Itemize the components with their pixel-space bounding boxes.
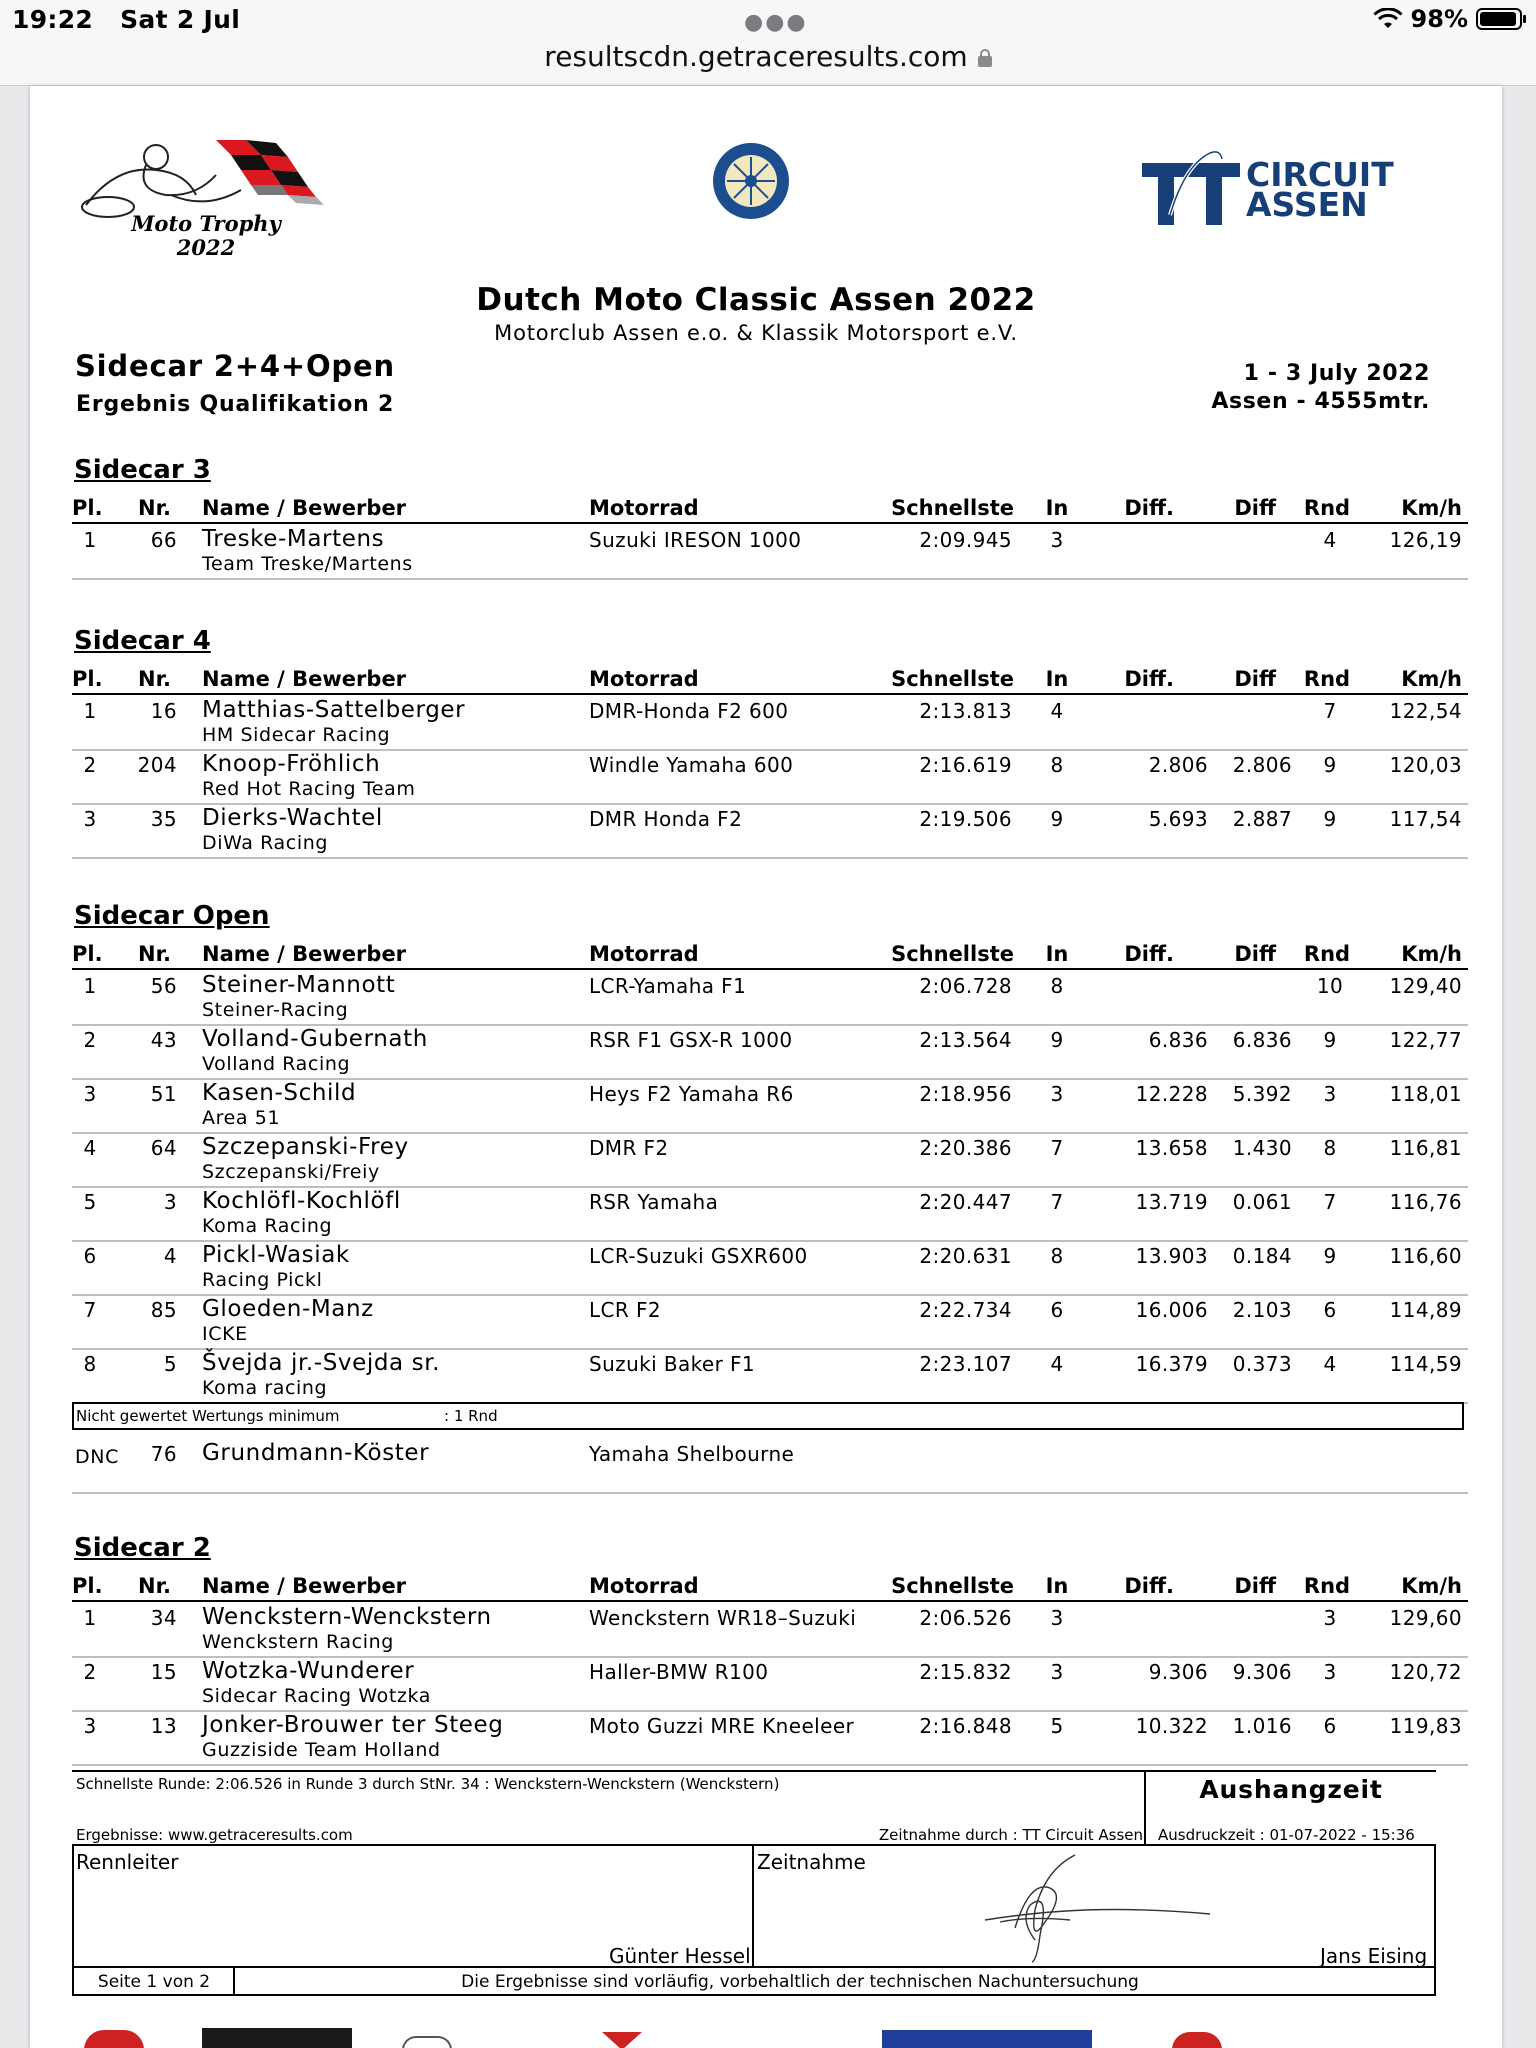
cell-bike: Moto Guzzi MRE Kneeleer [589, 1714, 855, 1738]
cell-pl: 8 [83, 1352, 97, 1376]
cell-team: Volland Racing [202, 1053, 351, 1075]
cell-bike: LCR F2 [589, 1298, 661, 1322]
cell-best: 2:13.564 [919, 1028, 1012, 1052]
column-header-kmh: Km/h [1401, 942, 1462, 966]
column-header-schnellste: Schnellste [891, 942, 1014, 966]
cell-name: Grundmann-Köster [202, 1440, 430, 1466]
column-header-in: In [1045, 942, 1069, 966]
cell-pl: 3 [83, 807, 97, 831]
cell-pl: 1 [83, 1606, 97, 1630]
cell-nr: 64 [150, 1136, 177, 1160]
cell-diff2: 2.806 [1232, 753, 1292, 777]
column-header-pl: Pl. [72, 1574, 103, 1598]
cell-diff2: 2.887 [1232, 807, 1292, 831]
column-header-rnd: Rnd [1303, 667, 1351, 691]
cell-diff: 10.322 [1135, 1714, 1208, 1738]
column-header-diff: Diff. [1124, 942, 1174, 966]
cell-name: Kochlöfl-Kochlöfl [202, 1188, 401, 1214]
battery-percent: 98% [1410, 5, 1468, 33]
cell-nr: 16 [150, 699, 177, 723]
column-header-diff: Diff. [1124, 1574, 1174, 1598]
cell-best: 2:19.506 [919, 807, 1012, 831]
cell-diff2: 5.392 [1232, 1082, 1292, 1106]
cell-best: 2:09.945 [919, 528, 1012, 552]
column-header-diff2: Diff [1234, 942, 1276, 966]
event-title: Dutch Moto Classic Assen 2022 [476, 282, 1036, 318]
cell-kmh: 126,19 [1389, 528, 1462, 552]
not-classified-value: : 1 Rnd [444, 1407, 498, 1425]
cell-rnd: 9 [1323, 1244, 1337, 1268]
cell-in: 3 [1050, 1660, 1064, 1684]
cell-best: 2:06.728 [919, 974, 1012, 998]
cell-rnd: 8 [1323, 1136, 1337, 1160]
cell-team: Wenckstern Racing [202, 1631, 394, 1653]
cell-kmh: 114,89 [1389, 1298, 1462, 1322]
section-title: Sidecar 3 [74, 455, 211, 485]
cell-diff: 16.006 [1135, 1298, 1208, 1322]
cell-pl: 4 [83, 1136, 97, 1160]
cell-pl: 1 [83, 699, 97, 723]
cell-rnd: 9 [1323, 807, 1337, 831]
cell-kmh: 116,60 [1389, 1244, 1462, 1268]
cell-in: 4 [1050, 699, 1064, 723]
cell-best: 2:20.631 [919, 1244, 1012, 1268]
cell-nr: 76 [150, 1442, 177, 1466]
rennleiter-label: Rennleiter [76, 1850, 179, 1874]
cell-name: Dierks-Wachtel [202, 805, 383, 831]
cell-team: Steiner-Racing [202, 999, 349, 1021]
cell-rnd: 10 [1316, 974, 1344, 998]
cell-best: 2:18.956 [919, 1082, 1012, 1106]
cell-pl: DNC [75, 1446, 119, 1468]
cell-diff2: 0.373 [1232, 1352, 1292, 1376]
cell-pl: 7 [83, 1298, 97, 1322]
class-name: Sidecar 2+4+Open [75, 349, 395, 383]
sponsor-logo [402, 2036, 452, 2048]
cell-best: 2:13.813 [919, 699, 1012, 723]
cell-diff2: 0.061 [1232, 1190, 1292, 1214]
column-header-in: In [1045, 667, 1069, 691]
sponsor-logo [602, 2032, 642, 2048]
cell-diff2: 6.836 [1232, 1028, 1292, 1052]
row-divider [72, 1492, 1468, 1494]
cell-rnd: 7 [1323, 1190, 1337, 1214]
cell-bike: Suzuki IRESON 1000 [589, 528, 802, 552]
cell-name: Švejda jr.-Svejda sr. [202, 1350, 441, 1376]
column-header-kmh: Km/h [1401, 1574, 1462, 1598]
cell-team: Red Hot Racing Team [202, 778, 416, 800]
column-header-diff: Diff. [1124, 496, 1174, 520]
cell-kmh: 117,54 [1389, 807, 1462, 831]
results-url: Ergebnisse: www.getraceresults.com [76, 1826, 353, 1844]
sponsor-logos-strip [72, 2024, 1436, 2048]
cell-bike: Haller-BMW R100 [589, 1660, 769, 1684]
column-header-schnellste: Schnellste [891, 667, 1014, 691]
cell-diff: 13.903 [1135, 1244, 1208, 1268]
cell-rnd: 7 [1323, 699, 1337, 723]
cell-pl: 2 [83, 1660, 97, 1684]
track-info: Assen - 4555mtr. [1211, 389, 1430, 414]
cell-team: HM Sidecar Racing [202, 724, 391, 746]
cell-nr: 51 [150, 1082, 177, 1106]
row-divider [72, 578, 1468, 580]
aushangzeit-label: Aushangzeit [1199, 1775, 1383, 1804]
cell-best: 2:16.619 [919, 753, 1012, 777]
cell-name: Jonker-Brouwer ter Steeg [202, 1712, 504, 1738]
cell-best: 2:15.832 [919, 1660, 1012, 1684]
signature-icon [975, 1850, 1215, 1965]
column-header-diff2: Diff [1234, 1574, 1276, 1598]
cell-in: 3 [1050, 1082, 1064, 1106]
cell-pl: 2 [83, 1028, 97, 1052]
column-header-pl: Pl. [72, 942, 103, 966]
cell-kmh: 120,03 [1389, 753, 1462, 777]
cell-diff: 12.228 [1135, 1082, 1208, 1106]
cell-bike: LCR-Yamaha F1 [589, 974, 747, 998]
cell-diff2: 2.103 [1232, 1298, 1292, 1322]
cell-bike: RSR Yamaha [589, 1190, 719, 1214]
column-header-kmh: Km/h [1401, 496, 1462, 520]
cell-best: 2:20.447 [919, 1190, 1012, 1214]
cell-name: Knoop-Fröhlich [202, 751, 381, 777]
column-header-name: Name / Bewerber [202, 496, 407, 520]
disclaimer: Die Ergebnisse sind vorläufig, vorbehaltlich der technischen Nachuntersuchung [461, 1972, 1139, 1992]
column-header-pl: Pl. [72, 496, 103, 520]
moto-trophy-logo [76, 135, 336, 265]
cell-in: 3 [1050, 528, 1064, 552]
cell-pl: 2 [83, 753, 97, 777]
cell-name: Kasen-Schild [202, 1080, 357, 1106]
column-header-diff2: Diff [1234, 667, 1276, 691]
sponsor-logo [84, 2030, 144, 2048]
cell-team: Sidecar Racing Wotzka [202, 1685, 431, 1707]
cell-nr: 35 [150, 807, 177, 831]
cell-name: Steiner-Mannott [202, 972, 396, 998]
cell-bike: Yamaha Shelbourne [589, 1442, 795, 1466]
motorclub-seal-icon [711, 141, 791, 221]
cell-name: Wotzka-Wunderer [202, 1658, 415, 1684]
cell-name: Treske-Martens [202, 526, 385, 552]
cell-best: 2:20.386 [919, 1136, 1012, 1160]
column-header-rnd: Rnd [1303, 496, 1351, 520]
column-header-motorrad: Motorrad [589, 942, 699, 966]
cell-in: 5 [1050, 1714, 1064, 1738]
column-header-name: Name / Bewerber [202, 942, 407, 966]
cell-bike: DMR Honda F2 [589, 807, 743, 831]
cell-kmh: 129,60 [1389, 1606, 1462, 1630]
cell-team: Koma Racing [202, 1215, 333, 1237]
cell-rnd: 3 [1323, 1606, 1337, 1630]
column-header-nr: Nr. [138, 1574, 171, 1598]
cell-in: 8 [1050, 1244, 1064, 1268]
column-header-diff: Diff. [1124, 667, 1174, 691]
cell-name: Pickl-Wasiak [202, 1242, 350, 1268]
cell-best: 2:23.107 [919, 1352, 1012, 1376]
column-header-in: In [1045, 1574, 1069, 1598]
column-header-nr: Nr. [138, 496, 171, 520]
cell-bike: RSR F1 GSX-R 1000 [589, 1028, 793, 1052]
not-classified-label: Nicht gewertet Wertungs minimum [76, 1407, 340, 1425]
cell-diff: 2.806 [1148, 753, 1208, 777]
cell-kmh: 120,72 [1389, 1660, 1462, 1684]
zeitnahme-name: Jans Eising [1320, 1944, 1428, 1968]
cell-nr: 43 [150, 1028, 177, 1052]
cell-name: Matthias-Sattelberger [202, 697, 466, 723]
cell-diff: 9.306 [1148, 1660, 1208, 1684]
cell-kmh: 122,54 [1389, 699, 1462, 723]
sponsor-logo [1172, 2032, 1222, 2048]
header-underline [72, 968, 1468, 970]
cell-pl: 6 [83, 1244, 97, 1268]
cell-team: Racing Pickl [202, 1269, 323, 1291]
cell-team: DiWa Racing [202, 832, 329, 854]
cell-pl: 3 [83, 1082, 97, 1106]
cell-team: Koma racing [202, 1377, 328, 1399]
cell-nr: 5 [163, 1352, 177, 1376]
cell-nr: 13 [150, 1714, 177, 1738]
page-number: Seite 1 von 2 [97, 1972, 211, 1992]
column-header-nr: Nr. [138, 942, 171, 966]
cell-diff2: 1.430 [1232, 1136, 1292, 1160]
cell-pl: 3 [83, 1714, 97, 1738]
cell-bike: DMR F2 [589, 1136, 669, 1160]
cell-in: 8 [1050, 974, 1064, 998]
column-header-rnd: Rnd [1303, 1574, 1351, 1598]
cell-team: ICKE [202, 1323, 248, 1345]
footer-top-line [72, 1770, 1436, 1772]
cell-rnd: 6 [1323, 1298, 1337, 1322]
cell-kmh: 116,81 [1389, 1136, 1462, 1160]
sponsor-logo [882, 2030, 1092, 2048]
cell-rnd: 6 [1323, 1714, 1337, 1738]
date-range: 1 - 3 July 2022 [1243, 361, 1430, 386]
column-header-motorrad: Motorrad [589, 667, 699, 691]
cell-bike: LCR-Suzuki GSXR600 [589, 1244, 808, 1268]
sponsor-logo [202, 2028, 352, 2048]
header-underline [72, 693, 1468, 695]
more-dots-icon[interactable]: ●●● [744, 10, 808, 35]
cell-in: 9 [1050, 1028, 1064, 1052]
fastest-lap: Schnellste Runde: 2:06.526 in Runde 3 durch StNr. 34 : Wenckstern-Wenckstern (Wenckstern) [76, 1775, 780, 1793]
row-divider [72, 857, 1468, 859]
cell-nr: 204 [137, 753, 177, 777]
cell-best: 2:22.734 [919, 1298, 1012, 1322]
cell-diff2: 0.184 [1232, 1244, 1292, 1268]
header-underline [72, 522, 1468, 524]
cell-rnd: 3 [1323, 1660, 1337, 1684]
cell-pl: 1 [83, 528, 97, 552]
cell-diff2: 9.306 [1232, 1660, 1292, 1684]
cell-kmh: 119,83 [1389, 1714, 1462, 1738]
status-time: 19:22 Sat 2 Jul [12, 5, 241, 34]
cell-pl: 1 [83, 974, 97, 998]
tt-icon [1140, 145, 1245, 230]
cell-bike: Heys F2 Yamaha R6 [589, 1082, 794, 1106]
cell-nr: 15 [150, 1660, 177, 1684]
cell-name: Wenckstern-Wenckstern [202, 1604, 492, 1630]
cell-pl: 5 [83, 1190, 97, 1214]
rennleiter-name: Günter Hessel [609, 1944, 751, 1968]
cell-name: Szczepanski-Frey [202, 1134, 409, 1160]
cell-best: 2:16.848 [919, 1714, 1012, 1738]
cell-rnd: 9 [1323, 753, 1337, 777]
column-header-name: Name / Bewerber [202, 667, 407, 691]
cell-in: 7 [1050, 1190, 1064, 1214]
cell-in: 6 [1050, 1298, 1064, 1322]
column-header-diff2: Diff [1234, 496, 1276, 520]
cell-diff2: 1.016 [1232, 1714, 1292, 1738]
column-header-schnellste: Schnellste [891, 496, 1014, 520]
cell-nr: 3 [163, 1190, 177, 1214]
column-header-name: Name / Bewerber [202, 1574, 407, 1598]
header-underline [72, 1600, 1468, 1602]
event-subtitle: Motorclub Assen e.o. & Klassik Motorsport e.V. [494, 321, 1018, 345]
cell-kmh: 114,59 [1389, 1352, 1462, 1376]
cell-rnd: 3 [1323, 1082, 1337, 1106]
section-title: Sidecar 4 [74, 626, 211, 656]
address-bar[interactable]: resultscdn.getraceresults.com [0, 40, 1536, 73]
circuit-text: CIRCUIT [1246, 155, 1394, 194]
cell-bike: DMR-Honda F2 600 [589, 699, 789, 723]
cell-in: 8 [1050, 753, 1064, 777]
cell-team: Area 51 [202, 1107, 281, 1129]
section-title: Sidecar Open [74, 901, 270, 931]
cell-in: 9 [1050, 807, 1064, 831]
cell-diff: 13.719 [1135, 1190, 1208, 1214]
column-header-in: In [1045, 496, 1069, 520]
tt-circuit-assen-logo [1140, 145, 1405, 235]
column-header-motorrad: Motorrad [589, 496, 699, 520]
signature-box [72, 1844, 1436, 1968]
session-name: Ergebnis Qualifikation 2 [76, 392, 395, 417]
print-time: Ausdruckzeit : 01-07-2022 - 15:36 [1158, 1826, 1415, 1844]
cell-team: Szczepanski/Freiy [202, 1161, 380, 1183]
cell-kmh: 116,76 [1389, 1190, 1462, 1214]
cell-in: 3 [1050, 1606, 1064, 1630]
section-title: Sidecar 2 [74, 1533, 211, 1563]
row-divider [72, 1764, 1468, 1766]
cell-diff: 6.836 [1148, 1028, 1208, 1052]
cell-name: Volland-Gubernath [202, 1026, 428, 1052]
column-header-pl: Pl. [72, 667, 103, 691]
cell-team: Guzziside Team Holland [202, 1739, 441, 1761]
cell-in: 7 [1050, 1136, 1064, 1160]
cell-nr: 4 [163, 1244, 177, 1268]
cell-in: 4 [1050, 1352, 1064, 1376]
column-header-schnellste: Schnellste [891, 1574, 1014, 1598]
cell-kmh: 118,01 [1389, 1082, 1462, 1106]
cell-name: Gloeden-Manz [202, 1296, 374, 1322]
cell-kmh: 122,77 [1389, 1028, 1462, 1052]
cell-rnd: 9 [1323, 1028, 1337, 1052]
column-header-motorrad: Motorrad [589, 1574, 699, 1598]
cell-diff: 13.658 [1135, 1136, 1208, 1160]
cell-bike: Wenckstern WR18–Suzuki [589, 1606, 857, 1630]
cell-rnd: 4 [1323, 528, 1337, 552]
column-header-kmh: Km/h [1401, 667, 1462, 691]
cell-nr: 34 [150, 1606, 177, 1630]
assen-text: ASSEN [1246, 185, 1368, 224]
zeitnahme-label: Zeitnahme [757, 1850, 866, 1874]
column-header-nr: Nr. [138, 667, 171, 691]
cell-nr: 85 [150, 1298, 177, 1322]
column-header-rnd: Rnd [1303, 942, 1351, 966]
cell-diff: 5.693 [1148, 807, 1208, 831]
cell-nr: 56 [150, 974, 177, 998]
cell-diff: 16.379 [1135, 1352, 1208, 1376]
timing-by: Zeitnahme durch : TT Circuit Assen [878, 1826, 1143, 1844]
signature-divider [752, 1844, 754, 1968]
cell-best: 2:06.526 [919, 1606, 1012, 1630]
cell-bike: Windle Yamaha 600 [589, 753, 794, 777]
cell-kmh: 129,40 [1389, 974, 1462, 998]
cell-rnd: 4 [1323, 1352, 1337, 1376]
cell-bike: Suzuki Baker F1 [589, 1352, 755, 1376]
cell-nr: 66 [150, 528, 177, 552]
moto-trophy-text: Moto Trophy 2022 [131, 211, 281, 260]
cell-team: Team Treske/Martens [202, 553, 413, 575]
